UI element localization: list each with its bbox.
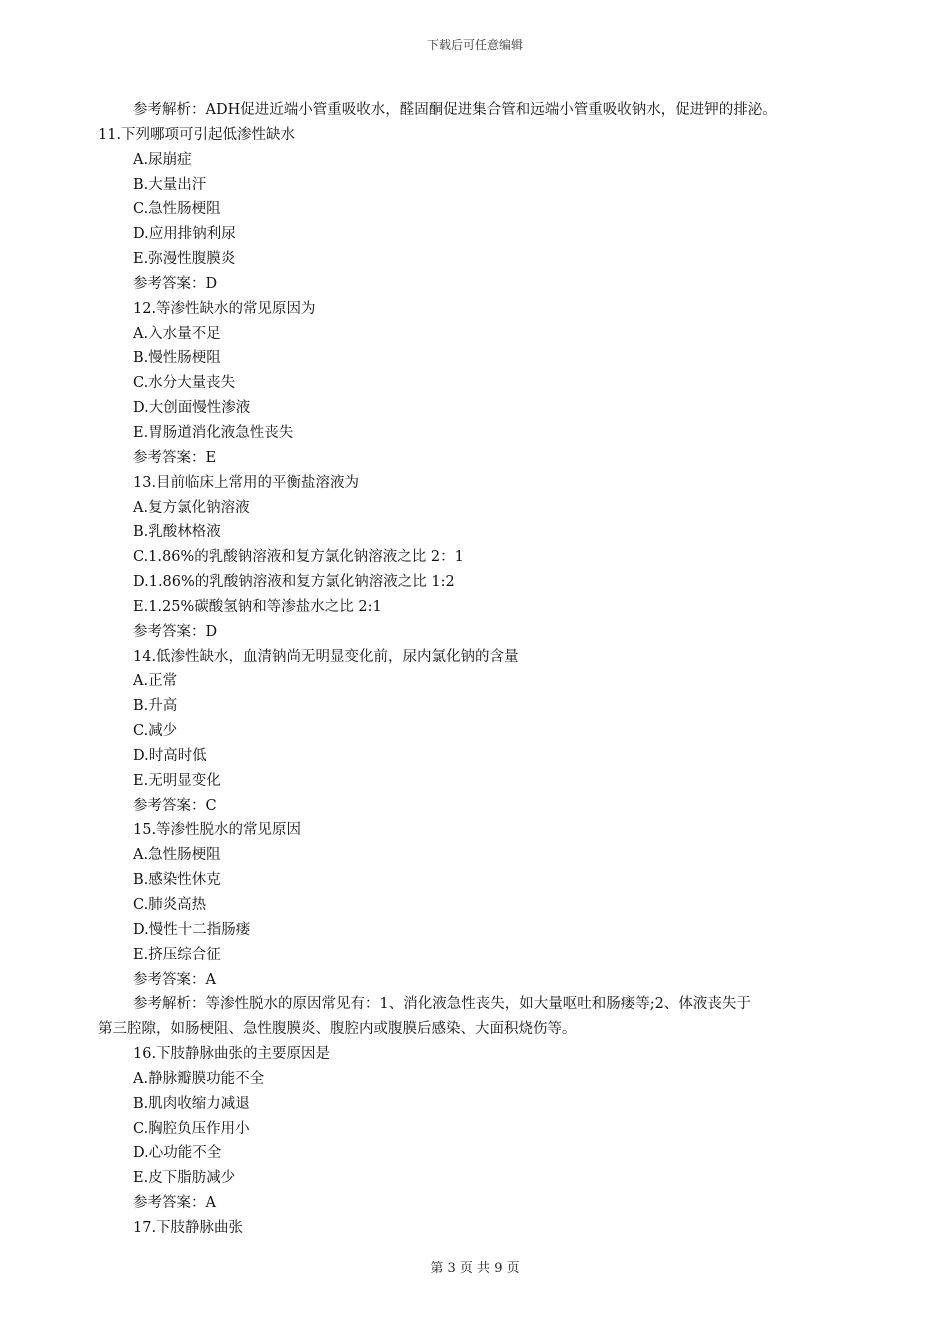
text-line: E.胃肠道消化液急性丧失	[133, 424, 294, 441]
text-line: A.正常	[133, 673, 178, 690]
text-line: D.心功能不全	[133, 1145, 222, 1162]
text-line: E.无明显变化	[133, 772, 221, 789]
text-line: C.胸腔负压作用小	[133, 1120, 250, 1137]
text-line: D.大创面慢性渗液	[133, 400, 251, 417]
text-line: E.1.25%碳酸氢钠和等渗盐水之比 2:1	[133, 598, 382, 615]
text-line: 参考答案：A	[133, 1195, 216, 1212]
text-line: E.弥漫性腹膜炎	[133, 251, 236, 268]
text-line: A.急性肠梗阻	[133, 847, 221, 864]
text-line: D.1.86%的乳酸钠溶液和复方氯化钠溶液之比 1:2	[133, 574, 455, 591]
text-line: A.入水量不足	[133, 325, 221, 342]
text-line: B.慢性肠梗阻	[133, 350, 221, 367]
text-line: C.急性肠梗阻	[133, 201, 221, 218]
text-line: 参考答案：A	[133, 971, 216, 988]
text-line: D.应用排钠利尿	[133, 226, 236, 243]
text-line: A.复方氯化钠溶液	[133, 499, 250, 516]
text-line: D.慢性十二指肠瘘	[133, 921, 251, 938]
text-line: C.水分大量丧失	[133, 375, 236, 392]
text-line: 16.下肢静脉曲张的主要原因是	[133, 1046, 331, 1063]
text-line: A.尿崩症	[133, 151, 192, 168]
question-list	[98, 98, 868, 992]
text-line: 17.下肢静脉曲张	[133, 1219, 244, 1236]
text-line: 15.等渗性脱水的常见原因	[133, 822, 302, 839]
text-line: 12.等渗性缺水的常见原因为	[133, 300, 316, 317]
text-line: 参考答案：E	[133, 449, 217, 466]
text-line: B.感染性休克	[133, 872, 221, 889]
text-line: 14.低渗性缺水，血清钠尚无明显变化前，尿内氯化钠的含量	[133, 648, 519, 665]
text-line: E.皮下脂肪减少	[133, 1170, 236, 1187]
text-line: B.乳酸林格液	[133, 524, 221, 541]
question-list-2	[98, 1042, 868, 1241]
text-line: 参考答案：D	[133, 623, 218, 640]
text-line: D.时高时低	[133, 747, 207, 764]
text-line: C.减少	[133, 723, 178, 740]
text-line: B.肌肉收缩力减退	[133, 1095, 250, 1112]
page-header: 下载后可任意编辑	[426, 38, 523, 52]
text-line: 11.下列哪项可引起低渗性缺水	[98, 126, 296, 143]
text-line: A.静脉瓣膜功能不全	[133, 1070, 265, 1087]
text-line: 13.目前临床上常用的平衡盐溶液为	[133, 474, 360, 491]
text-line: 参考答案：D	[133, 275, 218, 292]
analysis-line-1: 参考解析：等渗性脱水的原因常见有：1、消化液急性丧失，如大量呕吐和肠瘘等;2、体液丧失于	[133, 996, 751, 1013]
text-line: B.大量出汗	[133, 176, 207, 193]
text-line: C.肺炎高热	[133, 897, 207, 913]
text-line: 参考解析：ADH促进近端小管重吸收水，醛固酮促进集合管和远端小管重吸收钠水，促进钾的排泌。	[133, 102, 777, 118]
text-line: C.1.86%的乳酸钠溶液和复方氯化钠溶液之比 2：1	[133, 549, 464, 566]
text-line: 参考答案：C	[133, 797, 217, 814]
text-line: E.挤压综合征	[133, 946, 221, 963]
analysis-line-2: 第三腔隙，如肠梗阻、急性腹膜炎、腹腔内或腹膜后感染、大面积烧伤等。	[98, 1021, 577, 1038]
page-footer: 第 3 页 共 9 页	[430, 1261, 520, 1276]
text-line: B.升高	[133, 698, 178, 715]
document-body	[98, 98, 868, 1241]
